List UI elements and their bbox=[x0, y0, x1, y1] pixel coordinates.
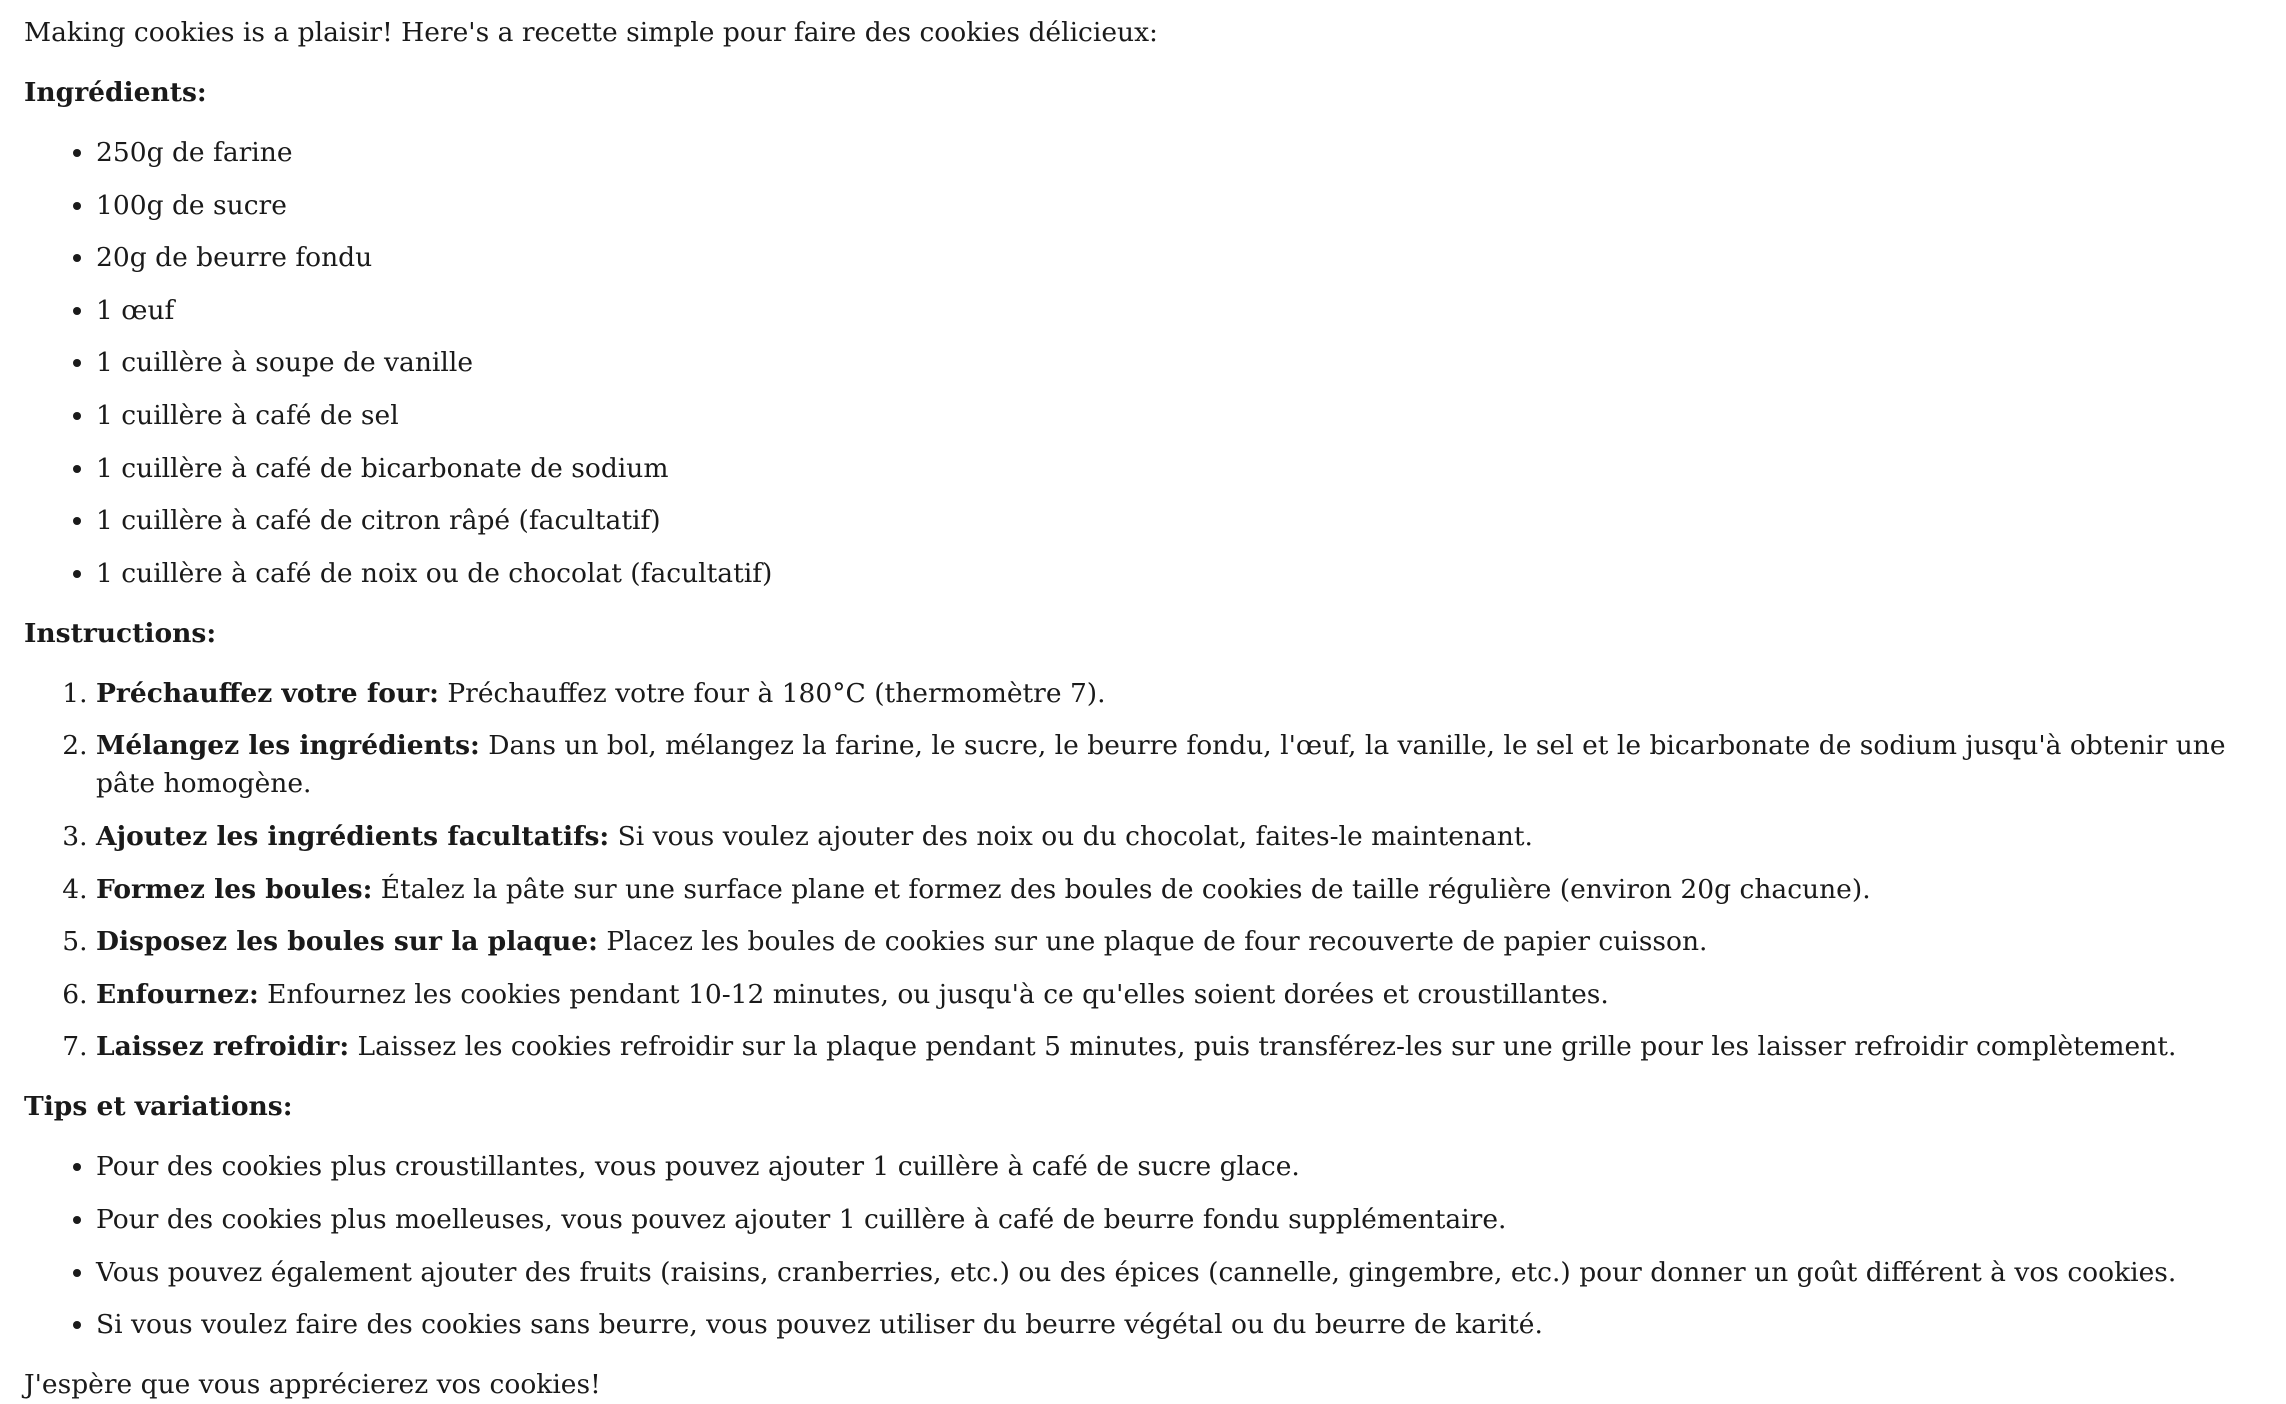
instruction-step bbox=[96, 818, 2262, 856]
instruction-step bbox=[96, 923, 2262, 961]
ingredient-item: • 1 cuillère à soupe de vanille bbox=[96, 344, 2262, 382]
ingredients-heading: Ingrédients: bbox=[24, 77, 207, 108]
ingredient-item: • 1 cuillère à café de noix ou de chocolat (facultatif) bbox=[96, 555, 2262, 593]
tip-item: • Vous pouvez également ajouter des fruits (raisins, cranberries, etc.) ou des épices (cannelle, gingembre, etc.) pour donner un goût différent à vos cookies. bbox=[96, 1254, 2262, 1292]
instruction-step bbox=[96, 976, 2262, 1014]
ingredient-item: • 1 cuillère à café de sel bbox=[96, 397, 2262, 435]
step-text: Enfournez les cookies pendant 10-12 minutes, ou jusqu'à ce qu'elles soient dorées et croustillantes. bbox=[258, 978, 1609, 1010]
step-text: Laissez les cookies refroidir sur la plaque pendant 5 minutes, puis transférez-les sur une grille pour les laisser refroidir complètement. bbox=[349, 1031, 2177, 1063]
step-text: Étalez la pâte sur une surface plane et formez des boules de cookies de taille régulière (environ 20g chacune). bbox=[372, 873, 1871, 905]
step-title: Formez les boules: bbox=[96, 873, 373, 905]
instruction-step bbox=[96, 675, 2262, 713]
ingredient-item: • 1 cuillère à café de citron râpé (facultatif) bbox=[96, 502, 2262, 540]
step-title: Préchauffez votre four: bbox=[96, 677, 439, 709]
intro-paragraph: Making cookies is a plaisir! Here's a recette simple pour faire des cookies délicieux: bbox=[24, 17, 1158, 48]
instruction-step bbox=[96, 871, 2262, 909]
step-title: Laissez refroidir: bbox=[96, 1031, 350, 1063]
step-text: Si vous voulez ajouter des noix ou du chocolat, faites-le maintenant. bbox=[609, 820, 1533, 852]
step-text: Dans un bol, mélangez la farine, le sucre, le beurre fondu, l'œuf, la vanille, le sel et le bicarbonate de sodium jusqu'à obtenir une pâte homogène. bbox=[96, 730, 2226, 800]
closing-paragraph: J'espère que vous apprécierez vos cookies! bbox=[24, 1369, 601, 1401]
tips-list bbox=[24, 1148, 2262, 1344]
tip-item: • Pour des cookies plus croustillantes, vous pouvez ajouter 1 cuillère à café de sucre glace. bbox=[96, 1148, 2262, 1186]
step-text: Préchauffez votre four à 180°C (thermomètre 7). bbox=[438, 677, 1106, 709]
instruction-step bbox=[96, 1028, 2262, 1066]
ingredient-item: • 1 œuf bbox=[96, 292, 2262, 330]
ingredient-item: • 100g de sucre bbox=[96, 187, 2262, 225]
step-title: Enfournez: bbox=[96, 978, 259, 1010]
tip-item: • Si vous voulez faire des cookies sans beurre, vous pouvez utiliser du beurre végétal ou du beurre de karité. bbox=[96, 1306, 2262, 1344]
tips-heading: Tips et variations: bbox=[24, 1091, 293, 1123]
ingredient-item: • 20g de beurre fondu bbox=[96, 239, 2262, 277]
step-text: Placez les boules de cookies sur une plaque de four recouverte de papier cuisson. bbox=[597, 926, 1708, 958]
step-title: Mélangez les ingrédients: bbox=[96, 730, 480, 762]
instructions-list bbox=[24, 675, 2262, 1067]
tip-item: • Pour des cookies plus moelleuses, vous pouvez ajouter 1 cuillère à café de beurre fondu supplémentaire. bbox=[96, 1201, 2262, 1239]
ingredient-item: • 250g de farine bbox=[96, 134, 2262, 172]
instruction-step bbox=[96, 727, 2262, 803]
ingredients-list bbox=[24, 134, 2262, 593]
ingredient-item: • 1 cuillère à café de bicarbonate de sodium bbox=[96, 450, 2262, 488]
instructions-heading: Instructions: bbox=[24, 617, 217, 649]
step-title: Ajoutez les ingrédients facultatifs: bbox=[96, 820, 610, 852]
step-title: Disposez les boules sur la plaque: bbox=[96, 926, 598, 958]
